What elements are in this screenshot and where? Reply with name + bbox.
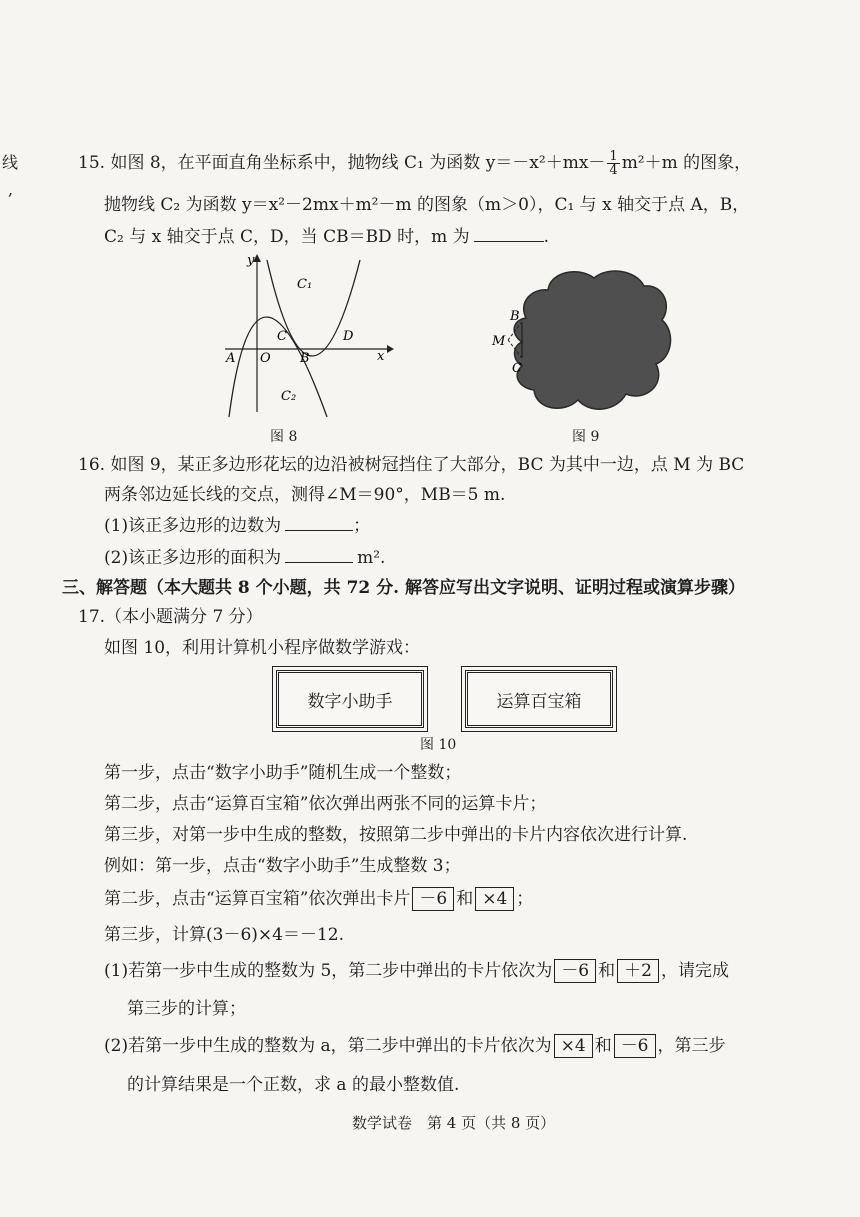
part2-suffix: ，第三步 xyxy=(657,1036,726,1056)
digit-helper-label: 数字小助手 xyxy=(307,691,393,712)
q15-answer-blank[interactable] xyxy=(474,223,544,242)
q16-sub2-text: (2)该正多边形的面积为 xyxy=(104,548,282,568)
figure-9 xyxy=(478,262,678,420)
label-b: B xyxy=(510,309,520,324)
figure-9-caption: 图 9 xyxy=(572,429,600,445)
example2-and: 和 xyxy=(456,889,474,909)
label-b: B xyxy=(300,351,310,366)
example2-prefix: 第二步，点击“运算百宝箱”依次弹出卡片 xyxy=(104,889,411,909)
figure-8-caption: 图 8 xyxy=(270,429,298,445)
card-times-4: ×4 xyxy=(554,1034,593,1058)
card-plus-2: ＋2 xyxy=(617,959,659,983)
q15-line3-end: . xyxy=(543,227,550,247)
q17-intro: 如图 10，利用计算机小程序做数学游戏： xyxy=(104,638,421,658)
label-x: x xyxy=(377,349,385,364)
label-o: O xyxy=(260,351,271,366)
side-mark-2: , xyxy=(8,180,14,199)
digit-helper-button[interactable] xyxy=(276,670,424,728)
card-minus-6: －6 xyxy=(554,959,596,983)
q17-title: 17.（本小题满分 7 分） xyxy=(78,607,263,627)
q17-example3: 第三步，计算(3－6)×4＝－12. xyxy=(104,925,344,945)
part1-prefix: (1)若第一步中生成的整数为 5，第二步中弹出的卡片依次为 xyxy=(104,961,553,981)
q15-line3-text: C₂ 与 x 轴交于点 C，D，当 CB＝BD 时，m 为 xyxy=(104,227,470,247)
label-a: A xyxy=(226,351,236,366)
side-mark-1: 线 xyxy=(2,153,19,172)
q15-fraction xyxy=(607,150,619,177)
q17-step1: 第一步，点击“数字小助手”随机生成一个整数； xyxy=(104,763,462,783)
part1-suffix: ，请完成 xyxy=(660,961,729,981)
label-c1: C₁ xyxy=(297,277,313,292)
label-m: M xyxy=(492,334,506,349)
figure-8 xyxy=(215,252,395,417)
operation-box-button[interactable] xyxy=(465,670,613,728)
q16-sub2-blank[interactable] xyxy=(285,544,353,563)
tree-canopy xyxy=(514,271,670,409)
page-footer: 数学试卷 第 4 页（共 8 页） xyxy=(352,1114,556,1132)
label-c2: C₂ xyxy=(281,389,297,404)
example2-end: ； xyxy=(516,889,534,909)
q16-line2: 两条邻边延长线的交点，测得∠M＝90°，MB＝5 m. xyxy=(104,485,506,505)
q16-sub2-end: m². xyxy=(357,548,386,568)
q15-line1-suffix: m²＋m 的图象， xyxy=(621,153,752,173)
q17-part1-line2: 第三步的计算； xyxy=(127,999,246,1019)
q16-sub1-blank[interactable] xyxy=(285,512,353,531)
q15-line1 xyxy=(78,150,751,177)
fraction-numerator: 1 xyxy=(609,149,618,164)
q17-part1 xyxy=(104,958,729,984)
card-minus-6: －6 xyxy=(614,1034,656,1058)
card-times-4: ×4 xyxy=(475,887,514,911)
fraction-denominator: 4 xyxy=(609,163,618,178)
q15-line2: 抛物线 C₂ 为函数 y＝x²－2mx＋m²－m 的图象（m＞0），C₁ 与 x 轴交于点 A，B， xyxy=(104,195,750,215)
part1-and: 和 xyxy=(598,961,616,981)
part2-prefix: (2)若第一步中生成的整数为 a，第二步中弹出的卡片依次为 xyxy=(104,1036,552,1056)
q17-part2 xyxy=(104,1033,726,1059)
q17-step2: 第二步，点击“运算百宝箱”依次弹出两张不同的运算卡片； xyxy=(104,794,547,814)
label-c: C xyxy=(277,329,287,344)
q17-part2-line2: 的计算结果是一个正数，求 a 的最小整数值. xyxy=(127,1075,460,1095)
q15-line3 xyxy=(104,223,549,250)
label-c: C xyxy=(512,361,522,376)
figure-10-caption: 图 10 xyxy=(420,737,457,753)
label-d: D xyxy=(343,329,354,344)
q16-sub1-end: ； xyxy=(353,516,371,536)
q16-sub2 xyxy=(104,544,385,571)
q15-line1-prefix: 15. 如图 8，在平面直角坐标系中，抛物线 C₁ 为函数 y＝－x²＋mx－ xyxy=(78,153,606,173)
q16-sub1-text: (1)该正多边形的边数为 xyxy=(104,516,282,536)
q16-sub1 xyxy=(104,512,370,539)
operation-box-label: 运算百宝箱 xyxy=(496,691,582,712)
label-y: y xyxy=(247,253,255,268)
q16-line1: 16. 如图 9，某正多边形花坛的边沿被树冠挡住了大部分，BC 为其中一边，点 M 为 BC xyxy=(78,455,745,475)
q17-example2 xyxy=(104,886,533,912)
part2-and: 和 xyxy=(594,1036,612,1056)
q17-example1: 例如：第一步，点击“数字小助手”生成整数 3； xyxy=(104,856,461,876)
card-minus-6: －6 xyxy=(412,887,454,911)
q17-step3: 第三步，对第一步中生成的整数，按照第二步中弹出的卡片内容依次进行计算. xyxy=(104,825,688,845)
section-3-heading: 三、解答题（本大题共 8 个小题，共 72 分. 解答应写出文字说明、证明过程或演算步骤） xyxy=(62,578,745,598)
x-axis-arrow-icon xyxy=(387,345,394,353)
